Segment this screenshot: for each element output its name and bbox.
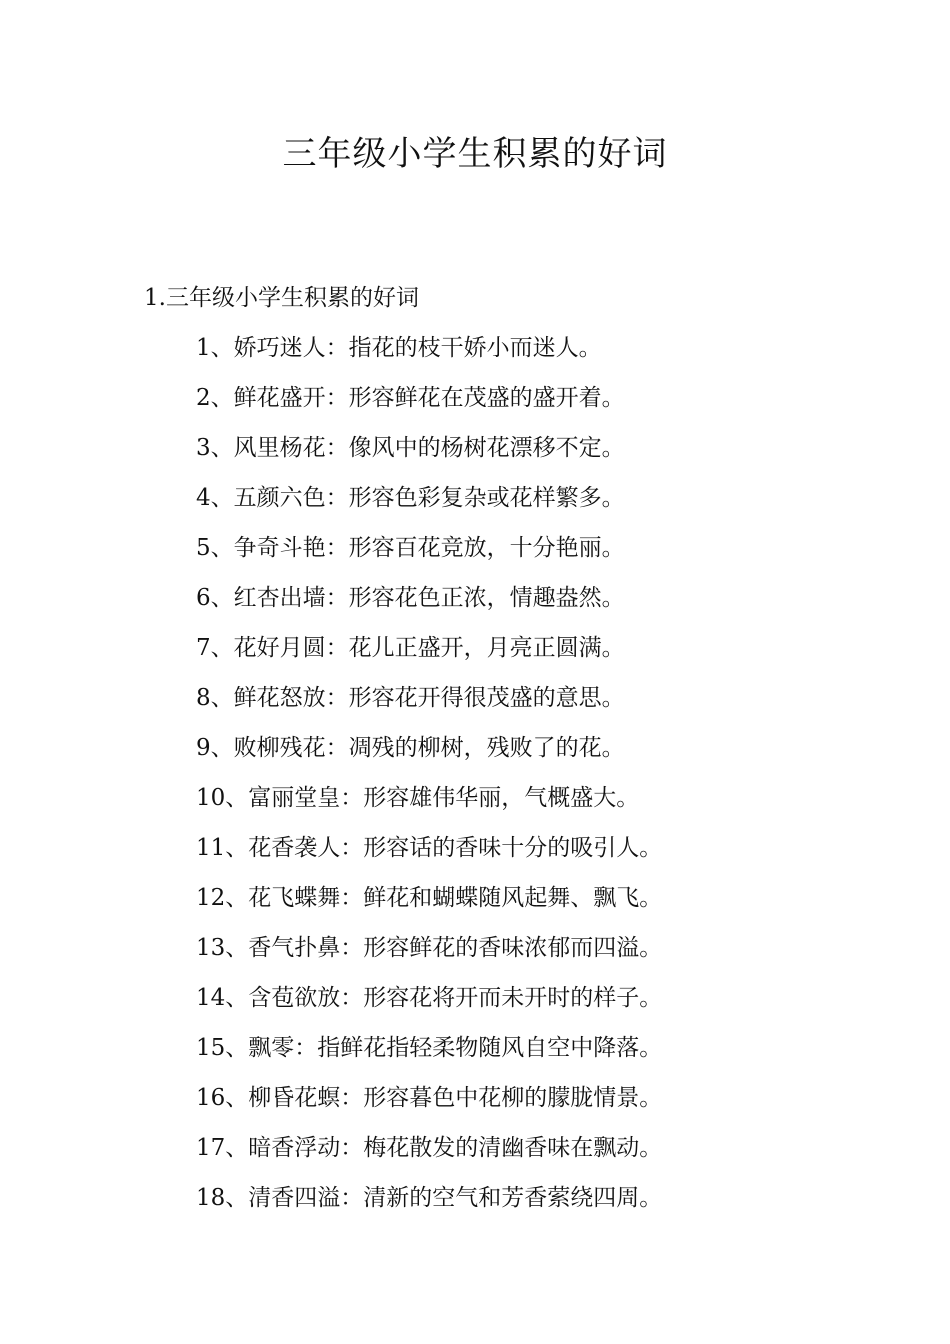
list-item: 9、败柳残花：凋残的柳树，残败了的花。 bbox=[196, 735, 625, 761]
list-item: 17、暗香浮动：梅花散发的清幽香味在飘动。 bbox=[196, 1135, 663, 1161]
list-item: 1、娇巧迷人：指花的枝干娇小而迷人。 bbox=[196, 335, 602, 361]
list-item: 15、飘零：指鲜花指轻柔物随风自空中降落。 bbox=[196, 1035, 663, 1061]
list-item: 5、争奇斗艳：形容百花竞放，十分艳丽。 bbox=[196, 535, 625, 561]
list-item: 14、含苞欲放：形容花将开而未开时的样子。 bbox=[196, 985, 663, 1011]
list-item: 7、花好月圆：花儿正盛开，月亮正圆满。 bbox=[196, 635, 625, 661]
list-item: 18、清香四溢：清新的空气和芳香萦绕四周。 bbox=[196, 1185, 663, 1211]
word-list bbox=[196, 333, 662, 1233]
list-item: 8、鲜花怒放：形容花开得很茂盛的意思。 bbox=[196, 685, 625, 711]
list-item: 16、柳昏花螟：形容暮色中花柳的朦胧情景。 bbox=[196, 1085, 663, 1111]
list-item: 10、富丽堂皇：形容雄伟华丽，气概盛大。 bbox=[196, 785, 640, 811]
list-item: 2、鲜花盛开：形容鲜花在茂盛的盛开着。 bbox=[196, 385, 625, 411]
list-item: 6、红杏出墙：形容花色正浓，情趣盎然。 bbox=[196, 585, 625, 611]
list-item: 13、香气扑鼻：形容鲜花的香味浓郁而四溢。 bbox=[196, 935, 663, 961]
list-item: 12、花飞蝶舞：鲜花和蝴蝶随风起舞、飘飞。 bbox=[196, 885, 663, 911]
list-item: 11、花香袭人：形容话的香味十分的吸引人。 bbox=[196, 835, 663, 861]
page-title: 三年级小学生积累的好词 bbox=[282, 134, 668, 174]
list-item: 4、五颜六色：形容色彩复杂或花样繁多。 bbox=[196, 485, 625, 511]
list-item: 3、风里杨花：像风中的杨树花漂移不定。 bbox=[196, 435, 625, 461]
section-heading: 1.三年级小学生积累的好词 bbox=[144, 285, 419, 311]
